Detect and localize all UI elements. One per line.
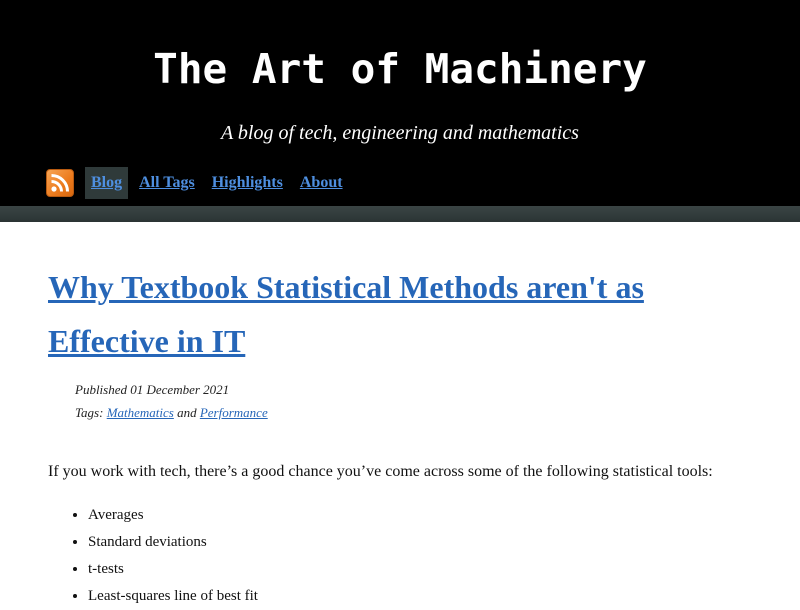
rss-glyph [47,170,73,196]
site-tagline: A blog of tech, engineering and mathematics [221,122,579,144]
list-item: • Averages [88,502,752,529]
list-item: • Standard deviations [88,529,752,556]
nav-link-about[interactable]: About [299,174,343,191]
masthead [0,0,800,206]
nav-link-highlights[interactable]: Highlights [211,174,283,191]
published-date: 01 December 2021 [130,382,230,397]
tag-link-performance[interactable]: Performance [199,405,268,420]
list-item: • Least-squares line of best fit [88,583,752,610]
header-divider [0,206,800,222]
post-published [75,378,752,401]
main-nav [46,167,354,199]
site-title[interactable]: The Art of Machinery [153,45,647,93]
post-title [48,260,752,368]
statistical-tools-list [48,502,752,610]
nav-link-blog[interactable]: Blog [85,167,128,199]
tags-label: Tags: [75,405,104,420]
rss-feed-icon[interactable] [46,169,74,197]
post-tags [75,401,752,424]
nav-link-all-tags[interactable]: All Tags [139,174,195,191]
list-item: • t-tests [88,556,752,583]
published-label: Published [75,382,127,397]
post-title-link[interactable]: Why Textbook Statistical Methods aren't as Effective in IT [48,269,644,359]
tags-joiner: and [177,405,197,420]
tag-link-mathematics[interactable]: Mathematics [106,405,174,420]
post-content [0,260,800,610]
post-intro: If you work with tech, there’s a good chance you’ve come across some of the following statistical tools: [48,463,713,480]
